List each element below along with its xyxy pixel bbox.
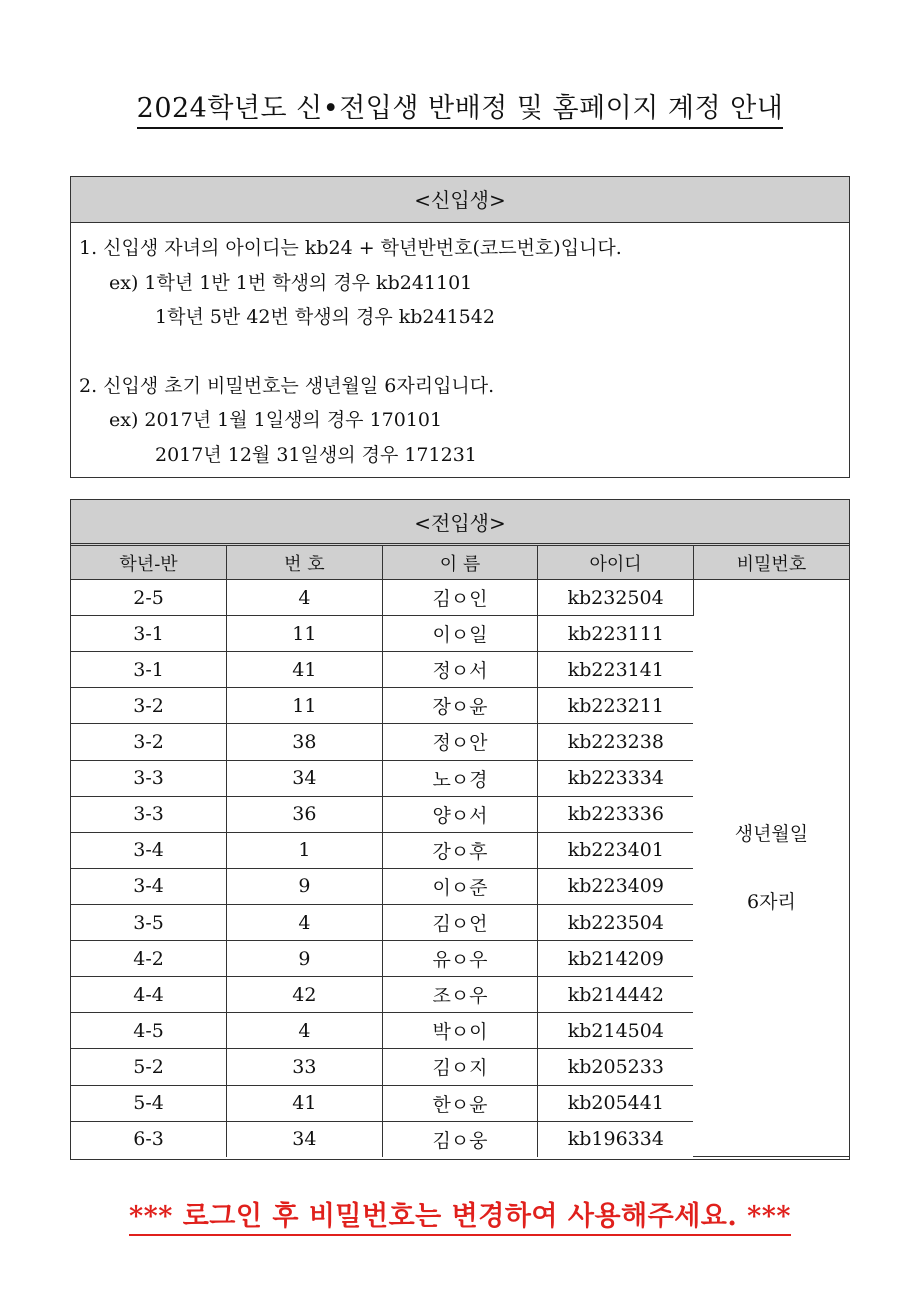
column-header-id: 아이디: [538, 546, 694, 580]
cell-name: 장ㅇ윤: [382, 688, 538, 724]
cell-id: kb223401: [538, 832, 694, 868]
cell-grade-class: 5-2: [71, 1049, 227, 1085]
table-header-row: [71, 546, 849, 580]
cell-id: kb223409: [538, 868, 694, 904]
cell-grade-class: 3-3: [71, 760, 227, 796]
cell-name: 김ㅇ언: [382, 904, 538, 940]
cell-grade-class: 2-5: [71, 580, 227, 616]
cell-id: kb223336: [538, 796, 694, 832]
cell-grade-class: 5-4: [71, 1085, 227, 1121]
cell-id: kb232504: [538, 580, 694, 616]
cell-name: 김ㅇ인: [382, 580, 538, 616]
cell-name: 양ㅇ서: [382, 796, 538, 832]
cell-grade-class: 3-2: [71, 688, 227, 724]
password-note-line-1: 생년월일: [734, 823, 809, 846]
cell-id: kb196334: [567, 1128, 664, 1151]
cell-name: 노ㅇ경: [382, 760, 538, 796]
cell-id: kb214209: [538, 941, 694, 977]
cell-grade-class: 4-4: [71, 977, 227, 1013]
cell-grade-class: 3-1: [71, 652, 227, 688]
cell-id: kb223211: [538, 688, 694, 724]
cell-number: 41: [227, 1085, 383, 1121]
cell-number: 34: [227, 1121, 383, 1157]
column-header-name: 이 름: [382, 546, 538, 580]
cell-number: 41: [227, 652, 383, 688]
cell-number: 11: [227, 688, 383, 724]
document-title-text: 2024학년도 신•전입생 반배정 및 홈페이지 계정 안내: [137, 93, 784, 129]
cell-name: 박ㅇ이: [382, 1013, 538, 1049]
password-example-line-2: 2017년 12월 31일생의 경우 171231: [155, 443, 477, 466]
cell-number: 4: [227, 580, 383, 616]
cell-name: 한ㅇ윤: [382, 1085, 538, 1121]
table-row: [71, 580, 849, 616]
cell-grade-class: 4-5: [71, 1013, 227, 1049]
cell-number: 42: [227, 977, 383, 1013]
cell-id: kb223504: [538, 904, 694, 940]
cell-name: 김ㅇ지: [382, 1049, 538, 1085]
cell-grade-class: 3-1: [71, 616, 227, 652]
cell-number: 36: [227, 796, 383, 832]
cell-number: 38: [227, 724, 383, 760]
cell-name: 정ㅇ안: [382, 724, 538, 760]
spacer: [694, 851, 849, 885]
column-header-password: 비밀번호: [693, 546, 849, 580]
spacer: [79, 335, 849, 369]
new-student-section: [70, 176, 850, 478]
column-header-number: 번 호: [227, 546, 383, 580]
cell-name: 정ㅇ서: [382, 652, 538, 688]
cell-grade-class: 3-2: [71, 724, 227, 760]
cell-id: kb223238: [538, 724, 694, 760]
cell-id: kb223141: [538, 652, 694, 688]
cell-number: 33: [227, 1049, 383, 1085]
transfer-student-header: <전입생>: [71, 500, 849, 546]
document-title: [0, 86, 920, 125]
cell-number: 34: [227, 760, 383, 796]
cell-grade-class: 3-4: [71, 832, 227, 868]
cell-id: kb205441: [538, 1085, 694, 1121]
notice-text: *** 로그인 후 비밀번호는 변경하여 사용해주세요. ***: [129, 1201, 791, 1236]
cell-number: 1: [227, 832, 383, 868]
cell-grade-class: 3-3: [71, 796, 227, 832]
cell-grade-class: 3-5: [71, 904, 227, 940]
cell-id: kb223111: [538, 616, 694, 652]
cell-name: 조ㅇ우: [382, 977, 538, 1013]
id-example-line-2: 1학년 5반 42번 학생의 경우 kb241542: [155, 306, 495, 328]
cell-grade-class: 4-2: [71, 941, 227, 977]
password-example-line-1: ex) 2017년 1월 1일생의 경우 170101: [109, 409, 443, 431]
cell-number: 4: [227, 904, 383, 940]
column-header-grade-class: 학년-반: [71, 546, 227, 580]
new-student-header: <신입생>: [71, 177, 849, 223]
cell-number: 4: [227, 1013, 383, 1049]
password-rule-line: 2. 신입생 초기 비밀번호는 생년월일 6자리입니다.: [79, 374, 495, 397]
new-student-instructions: [71, 223, 849, 472]
cell-name: 김ㅇ웅: [382, 1121, 538, 1157]
cell-id: kb223334: [538, 760, 694, 796]
cell-name: 유ㅇ우: [382, 941, 538, 977]
cell-number: 9: [227, 941, 383, 977]
transfer-student-table: [71, 546, 849, 1157]
cell-number: 11: [227, 616, 383, 652]
transfer-student-section: [70, 499, 850, 1160]
cell-name: 이ㅇ준: [382, 868, 538, 904]
cell-id: kb214504: [538, 1013, 694, 1049]
cell-grade-class: 6-3: [71, 1121, 227, 1157]
password-note-cell: [693, 580, 849, 1157]
cell-name: 이ㅇ일: [382, 616, 538, 652]
cell-grade-class: 3-4: [71, 868, 227, 904]
password-note-line-2: 6자리: [747, 891, 796, 914]
cell-id: kb214442: [538, 977, 694, 1013]
password-change-notice: [0, 1194, 920, 1233]
cell-number: 9: [227, 868, 383, 904]
table-body: [71, 580, 849, 1157]
id-example-line-1: ex) 1학년 1반 1번 학생의 경우 kb241101: [109, 271, 473, 294]
cell-name: 강ㅇ후: [382, 832, 538, 868]
cell-id: kb205233: [538, 1049, 694, 1085]
id-rule-line: 1. 신입생 자녀의 아이디는 kb24 + 학년반번호(코드번호)입니다.: [79, 237, 622, 259]
